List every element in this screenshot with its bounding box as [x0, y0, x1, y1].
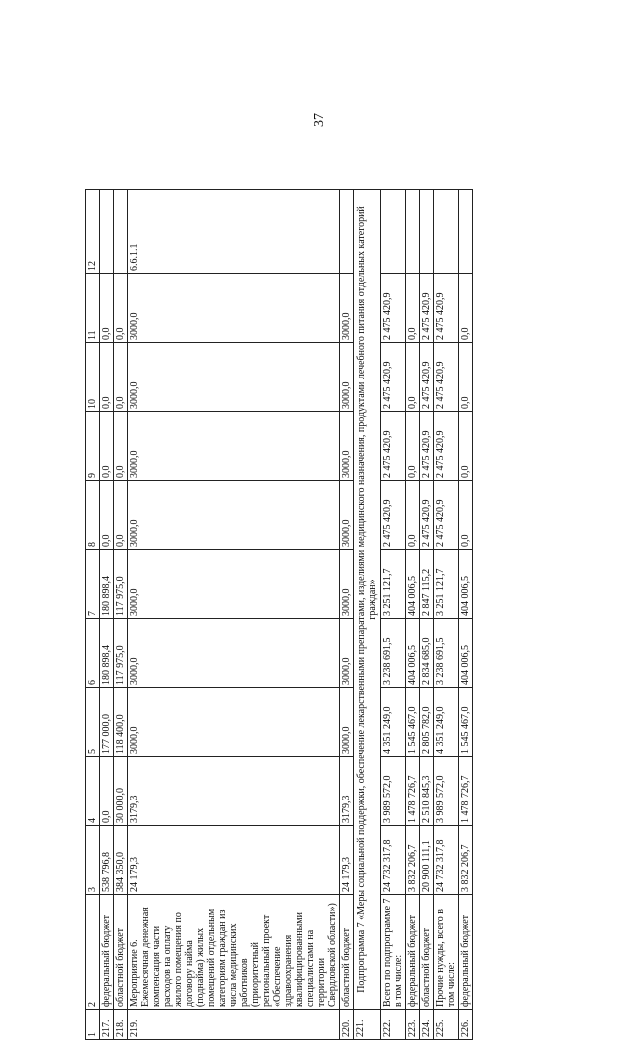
cell-value: 0,0 [100, 343, 114, 412]
row-number: 226. [459, 1010, 473, 1040]
row-number: 218. [114, 1010, 128, 1040]
cell-total: 538 796,8 [100, 826, 114, 895]
cell-total: 384 350,0 [114, 826, 128, 895]
row-number: 225. [434, 1010, 459, 1040]
cell-value: 2 475 420,9 [434, 412, 459, 481]
cell-value: 117 975,0 [114, 619, 128, 688]
cell-target [114, 190, 128, 274]
row-number: 224. [420, 1010, 434, 1040]
table-row [420, 190, 434, 1040]
cell-total: 24 732 317,8 [434, 826, 459, 895]
cell-value: 3000,0 [128, 343, 340, 412]
header-row [86, 190, 100, 1040]
cell-value: 3000,0 [128, 688, 340, 757]
cell-value: 3179,3 [340, 757, 354, 826]
col-header: 1 [86, 1010, 100, 1040]
cell-value: 0,0 [100, 757, 114, 826]
cell-value: 0,0 [459, 274, 473, 343]
row-name: областной бюджет [114, 895, 128, 1010]
col-header: 10 [86, 343, 100, 412]
cell-value: 0,0 [114, 274, 128, 343]
row-number: 223. [406, 1010, 420, 1040]
cell-value: 3000,0 [340, 343, 354, 412]
subprogram-row [354, 190, 381, 1040]
cell-target [340, 190, 354, 274]
row-name: федеральный бюджет [406, 895, 420, 1010]
cell-value: 3 251 121,7 [381, 550, 406, 619]
cell-value: 30 000,0 [114, 757, 128, 826]
cell-value: 1 478 726,7 [406, 757, 420, 826]
cell-target [406, 190, 420, 274]
cell-value: 0,0 [406, 481, 420, 550]
table-row [434, 190, 459, 1040]
row-name: областной бюджет [420, 895, 434, 1010]
cell-value: 4 351 249,0 [381, 688, 406, 757]
table-row [114, 190, 128, 1040]
cell-value: 2 475 420,9 [381, 481, 406, 550]
cell-value: 3000,0 [340, 274, 354, 343]
cell-value: 117 975,0 [114, 550, 128, 619]
subprogram-title: Подпрограмма 7 «Меры социальной поддержки, обеспечение лекарственными препаратами, изделиями медицинского назначения, продуктами лечебного питания отдельных категорий граждан» [354, 190, 381, 1010]
cell-value: 3000,0 [340, 688, 354, 757]
row-name: Всего по подпрограмме 7 в том числе: [381, 895, 406, 1010]
cell-value: 118 400,0 [114, 688, 128, 757]
cell-target [434, 190, 459, 274]
cell-value: 404 006,5 [459, 619, 473, 688]
row-number: 219. [128, 1010, 340, 1040]
cell-target [381, 190, 406, 274]
cell-value: 3 989 572,0 [434, 757, 459, 826]
col-header: 5 [86, 688, 100, 757]
cell-value: 0,0 [114, 343, 128, 412]
cell-value: 2 475 420,9 [420, 274, 434, 343]
cell-target [420, 190, 434, 274]
row-name: областной бюджет [340, 895, 354, 1010]
rotated-table-area [85, 190, 555, 1040]
col-header: 9 [86, 412, 100, 481]
cell-value: 0,0 [100, 481, 114, 550]
cell-value: 0,0 [100, 274, 114, 343]
cell-value: 2 805 782,0 [420, 688, 434, 757]
col-header: 7 [86, 550, 100, 619]
cell-value: 3000,0 [340, 619, 354, 688]
budget-table [85, 189, 473, 1040]
row-name: федеральный бюджет [459, 895, 473, 1010]
cell-total: 3 832 206,7 [406, 826, 420, 895]
cell-value: 2 475 420,9 [420, 412, 434, 481]
cell-target: 6.6.1.1 [128, 190, 340, 274]
cell-value: 3000,0 [340, 412, 354, 481]
row-number: 221. [354, 1010, 381, 1040]
table-row [406, 190, 420, 1040]
row-name: Прочие нужды, всего в том числе: [434, 895, 459, 1010]
col-header: 12 [86, 190, 100, 274]
table-row [128, 190, 340, 1040]
cell-value: 2 475 420,9 [434, 274, 459, 343]
cell-value: 180 898,4 [100, 619, 114, 688]
table-row [381, 190, 406, 1040]
cell-value: 3 238 691,5 [381, 619, 406, 688]
cell-value: 2 475 420,9 [381, 412, 406, 481]
cell-target [100, 190, 114, 274]
cell-value: 0,0 [459, 343, 473, 412]
cell-value: 3000,0 [128, 412, 340, 481]
cell-value: 2 834 685,0 [420, 619, 434, 688]
cell-value: 3000,0 [128, 619, 340, 688]
cell-value: 0,0 [459, 481, 473, 550]
cell-value: 0,0 [459, 412, 473, 481]
cell-total: 24 179,3 [128, 826, 340, 895]
cell-value: 0,0 [406, 343, 420, 412]
cell-value: 2 475 420,9 [434, 481, 459, 550]
cell-value: 3 251 121,7 [434, 550, 459, 619]
cell-value: 3000,0 [128, 481, 340, 550]
col-header: 8 [86, 481, 100, 550]
cell-value: 3 238 691,5 [434, 619, 459, 688]
cell-value: 0,0 [406, 412, 420, 481]
row-number: 222. [381, 1010, 406, 1040]
cell-value: 3000,0 [128, 274, 340, 343]
col-header: 4 [86, 757, 100, 826]
cell-value: 3000,0 [340, 481, 354, 550]
col-header: 3 [86, 826, 100, 895]
table-row [100, 190, 114, 1040]
cell-value: 0,0 [406, 274, 420, 343]
table-row [459, 190, 473, 1040]
cell-value: 2 475 420,9 [381, 343, 406, 412]
cell-value: 3000,0 [340, 550, 354, 619]
cell-value: 2 475 420,9 [420, 343, 434, 412]
cell-target [459, 190, 473, 274]
cell-value: 180 898,4 [100, 550, 114, 619]
cell-value: 2 475 420,9 [434, 343, 459, 412]
cell-value: 404 006,5 [406, 619, 420, 688]
cell-value: 404 006,5 [406, 550, 420, 619]
row-name: федеральный бюджет [100, 895, 114, 1010]
cell-value: 1 478 726,7 [459, 757, 473, 826]
cell-value: 1 545 467,0 [459, 688, 473, 757]
row-number: 220. [340, 1010, 354, 1040]
cell-value: 0,0 [100, 412, 114, 481]
cell-value: 3179,3 [128, 757, 340, 826]
col-header: 11 [86, 274, 100, 343]
cell-value: 177 000,0 [100, 688, 114, 757]
row-name: Мероприятие 6. Ежемесячная денежная компенсация части расходов на оплату жилого помещения по договору найма (поднайма) жилых помещений отдельным категориям граждан из числа медицинских работников (приоритетный региональный проект «Обеспечение здравоохранения квалифицированными специалистами на территории Свердловской области») [128, 895, 340, 1010]
cell-value: 404 006,5 [459, 550, 473, 619]
cell-value: 0,0 [114, 412, 128, 481]
cell-value: 4 351 249,0 [434, 688, 459, 757]
cell-value: 2 847 115,2 [420, 550, 434, 619]
cell-total: 24 732 317,8 [381, 826, 406, 895]
cell-total: 20 900 111,1 [420, 826, 434, 895]
cell-value: 0,0 [114, 481, 128, 550]
col-header: 2 [86, 895, 100, 1010]
table-row [340, 190, 354, 1040]
cell-value: 2 475 420,9 [381, 274, 406, 343]
cell-value: 2 510 845,3 [420, 757, 434, 826]
cell-total: 3 832 206,7 [459, 826, 473, 895]
col-header: 6 [86, 619, 100, 688]
cell-value: 3000,0 [128, 550, 340, 619]
cell-value: 2 475 420,9 [420, 481, 434, 550]
row-number: 217. [100, 1010, 114, 1040]
page-number: 37 [312, 113, 327, 127]
cell-total: 24 179,3 [340, 826, 354, 895]
cell-value: 3 989 572,0 [381, 757, 406, 826]
cell-value: 1 545 467,0 [406, 688, 420, 757]
